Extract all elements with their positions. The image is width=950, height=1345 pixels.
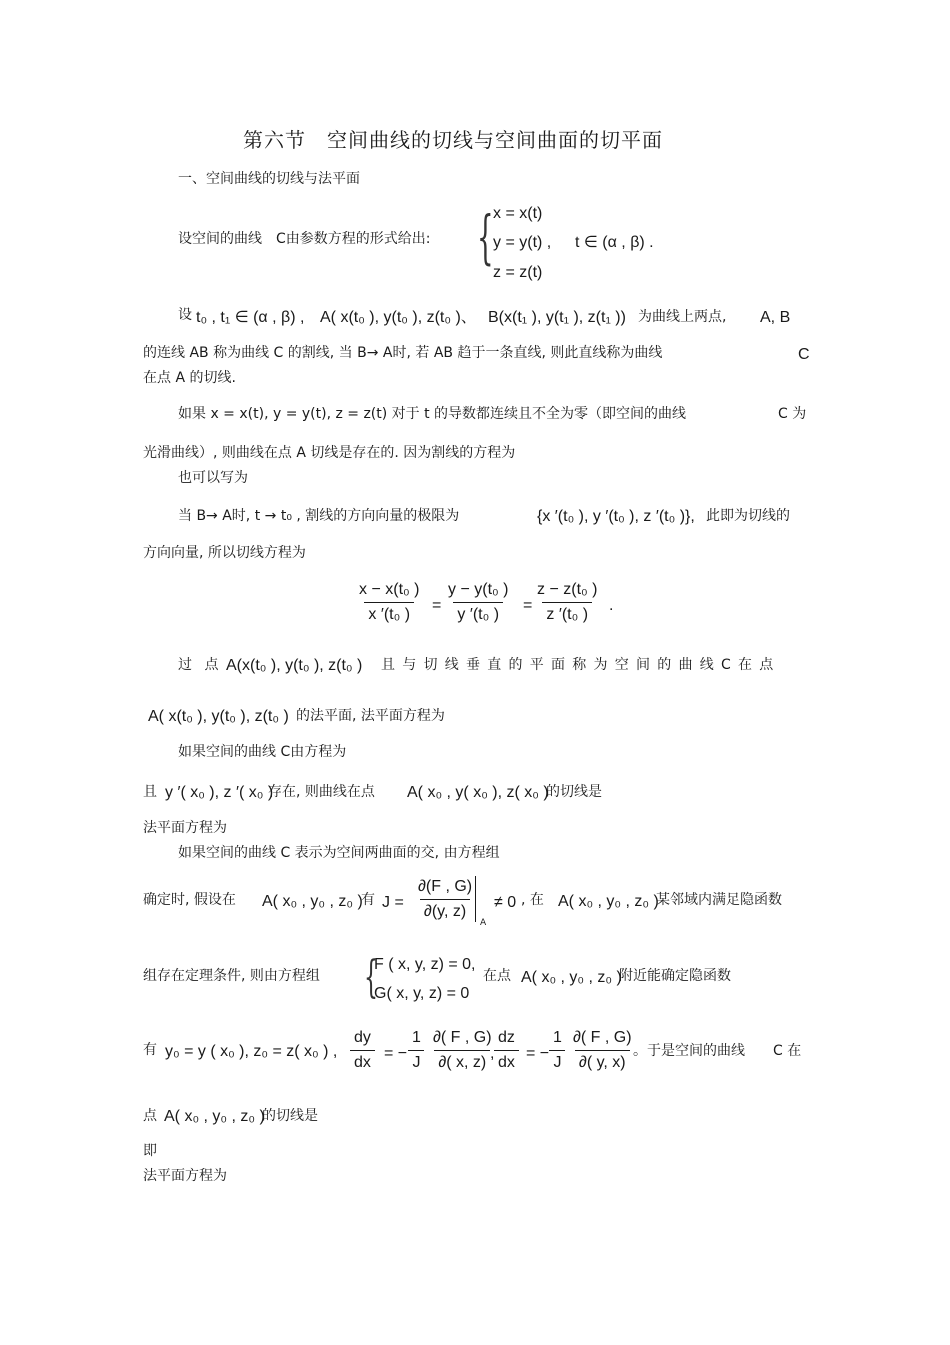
equation-text: C — [798, 346, 810, 363]
fraction — [429, 1029, 496, 1072]
paragraph-text: 某邻域内满足隐函数 — [656, 892, 782, 908]
equation-text: t₀ , t₁ ∈ (α , β) , — [196, 309, 305, 326]
equation-text: A( x₀ , y( x₀ ), z( x₀ ) — [407, 784, 549, 801]
paragraph-text: 。于是空间的曲线 — [633, 1043, 745, 1059]
numerator: ∂( F , G) — [433, 1029, 492, 1046]
numerator: ∂(F , G) — [418, 878, 473, 895]
fraction — [355, 581, 423, 624]
section-heading: 一、空间曲线的切线与法平面 — [178, 171, 360, 187]
jacobian-fraction — [414, 878, 476, 921]
denominator: z ′(t₀ ) — [542, 602, 592, 624]
equals-sign: = — [432, 597, 442, 614]
paragraph-text: C 在 — [773, 1043, 802, 1059]
paragraph-text: 如果空间的曲线 C 表示为空间两曲面的交, 由方程组 — [178, 845, 500, 861]
paragraph-text: 在点 A 的切线. — [143, 370, 236, 386]
paragraph-text: , 在 — [521, 892, 544, 908]
paragraph-text: 方向向量, 所以切线方程为 — [143, 545, 306, 561]
equation-text: A( x(t₀ ), y(t₀ ), z(t₀ )、 — [320, 309, 477, 326]
numerator: 1 — [412, 1029, 421, 1046]
paragraph-text: 点 — [143, 1108, 157, 1124]
paragraph-text: 的切线是 — [262, 1108, 318, 1124]
period: . — [609, 597, 614, 614]
equation-text: J = — [382, 894, 404, 911]
equation-text: ≠ 0 — [494, 894, 517, 911]
denominator: dx — [494, 1050, 519, 1072]
paragraph-text: 的切线是 — [546, 784, 602, 800]
denominator: ∂( y, x) — [575, 1050, 630, 1072]
paragraph-text: 光滑曲线）, 则曲线在点 A 切线是存在的. 因为割线的方程为 — [143, 445, 516, 461]
fraction — [533, 581, 601, 624]
paragraph-text: 此即为切线的 — [706, 508, 790, 524]
denominator: J — [549, 1050, 565, 1072]
equation-text: A( x₀ , y₀ , z₀ ) — [521, 969, 622, 986]
paragraph-text: 组存在定理条件, 则由方程组 — [143, 968, 320, 984]
paragraph-text: 当 B→ A时, t → t₀ , 割线的方向向量的极限为 — [178, 508, 460, 524]
numerator: z − z(t₀ ) — [537, 581, 598, 598]
denominator: x ′(t₀ ) — [364, 602, 414, 624]
numerator: y − y(t₀ ) — [448, 581, 509, 598]
paragraph-text: 有 — [361, 892, 375, 908]
equation-text: t ∈ (α , β) . — [575, 234, 654, 251]
paragraph-text: 存在, 则曲线在点 — [268, 784, 375, 800]
comma: , — [490, 1045, 495, 1062]
numerator: dy — [354, 1029, 371, 1046]
denominator: ∂( x, z) — [434, 1050, 490, 1072]
paragraph-text: 有 — [143, 1042, 157, 1058]
paragraph-text: 设 — [178, 307, 192, 323]
equation-text: A( x(t₀ ), y(t₀ ), z(t₀ ) — [148, 708, 289, 725]
paragraph-text: 确定时, 假设在 — [143, 892, 236, 908]
numerator: x − x(t₀ ) — [359, 581, 420, 598]
denominator: dx — [350, 1050, 375, 1072]
paragraph-text: C 为 — [778, 406, 807, 422]
paragraph-text: 设空间的曲线 C由参数方程的形式给出: — [178, 231, 431, 247]
paragraph-text: 过 点 — [178, 657, 223, 673]
evaluation-bar — [475, 876, 476, 922]
denominator: y ′(t₀ ) — [453, 602, 503, 624]
equation-text: A( x₀ , y₀ , z₀ ) — [164, 1108, 265, 1125]
paragraph-text: 在点 — [483, 968, 511, 984]
paragraph-text: 如果 x = x(t), y = y(t), z = z(t) 对于 t 的导数都连续且不全为零（即空间的曲线 — [178, 406, 687, 422]
paragraph-text: 也可以写为 — [178, 470, 248, 486]
evaluation-subscript: A — [480, 918, 487, 928]
paragraph-text: 且 — [143, 784, 157, 800]
fraction — [350, 1029, 375, 1072]
equation-text: y₀ = y ( x₀ ), z₀ = z( x₀ ) , — [165, 1043, 338, 1060]
paragraph-text: 附近能确定隐函数 — [619, 968, 731, 984]
numerator: dz — [498, 1029, 515, 1046]
numerator: ∂( F , G) — [573, 1029, 632, 1046]
equation-text: A( x₀ , y₀ , z₀ ) — [558, 893, 659, 910]
paragraph-text: 且 与 切 线 垂 直 的 平 面 称 为 空 间 的 曲 线 C 在 点 — [381, 657, 775, 673]
equation-text: y ′( x₀ ), z ′( x₀ ) — [165, 784, 274, 801]
equation-line: x = x(t) — [493, 205, 543, 222]
equation-text: B(x(t₁ ), y(t₁ ), z(t₁ )) — [488, 309, 626, 326]
page-title: 第六节 空间曲线的切线与空间曲面的切平面 — [243, 128, 663, 152]
equation-text: A( x₀ , y₀ , z₀ ) — [262, 893, 363, 910]
paragraph-text: 法平面方程为 — [143, 1168, 227, 1184]
equation-text: = − — [384, 1045, 408, 1062]
equation-line: y = y(t) , — [493, 234, 552, 251]
fraction — [444, 581, 512, 624]
left-brace: { — [477, 203, 494, 271]
equation-line: F ( x, y, z) = 0, — [374, 956, 476, 973]
equation-text: A, B — [760, 309, 791, 326]
denominator: ∂(y, z) — [420, 899, 470, 921]
numerator: 1 — [553, 1029, 562, 1046]
equals-sign: = — [523, 597, 533, 614]
equation-text: = − — [526, 1045, 550, 1062]
fraction — [549, 1029, 566, 1072]
left-brace: { — [364, 952, 378, 1003]
fraction — [569, 1029, 636, 1072]
paragraph-text: 的法平面, 法平面方程为 — [296, 708, 445, 724]
equation-text: {x ′(t₀ ), y ′(t₀ ), z ′(t₀ )}, — [537, 508, 695, 525]
paragraph-text: 如果空间的曲线 C由方程为 — [178, 744, 347, 760]
equation-text: A(x(t₀ ), y(t₀ ), z(t₀ ) — [226, 657, 363, 674]
fraction — [408, 1029, 425, 1072]
denominator: J — [408, 1050, 424, 1072]
paragraph-text: 法平面方程为 — [143, 820, 227, 836]
equation-line: z = z(t) — [493, 264, 543, 281]
paragraph-text: 的连线 AB 称为曲线 C 的割线, 当 B→ A时, 若 AB 趋于一条直线, 则此直线称为曲线 — [143, 345, 663, 361]
paragraph-text: 即 — [143, 1143, 157, 1159]
paragraph-text: 为曲线上两点, — [638, 309, 727, 325]
fraction — [494, 1029, 519, 1072]
equation-line: G( x, y, z) = 0 — [374, 985, 470, 1002]
